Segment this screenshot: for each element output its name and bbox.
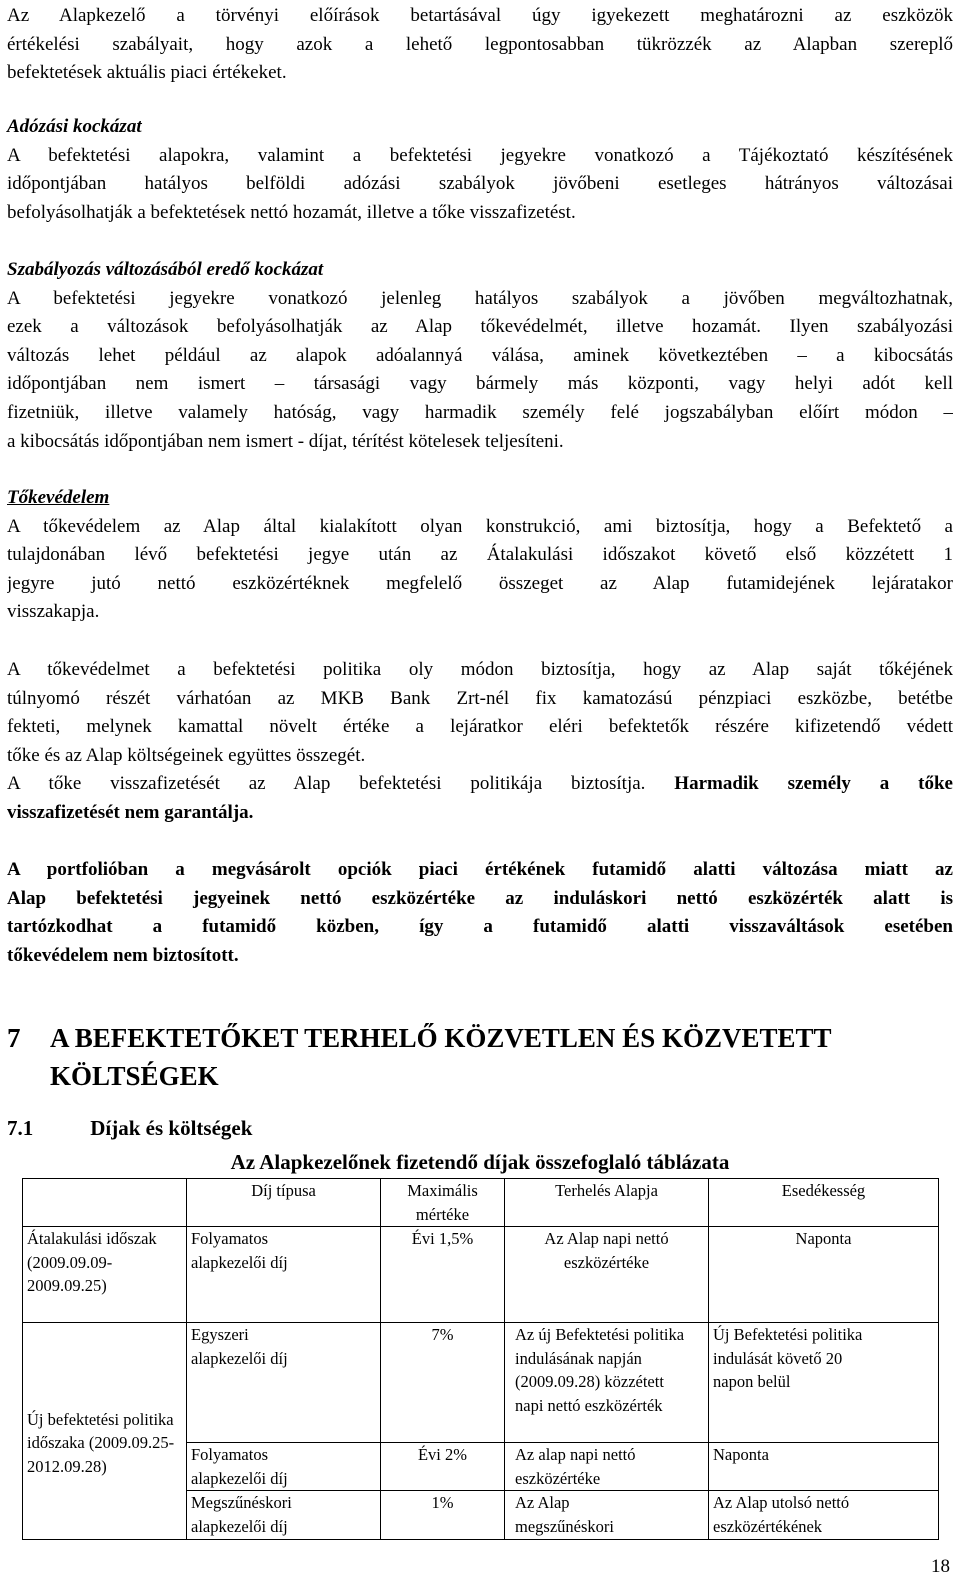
fee-due-cell: Naponta — [709, 1227, 939, 1323]
protection-method-line: tőke és az Alap költségeinek együttes összegét. — [7, 744, 366, 766]
table-header-cell: Terhelés Alapja — [505, 1179, 709, 1227]
fee-base-cell: Az Alap megszűnéskori — [505, 1491, 709, 1540]
intro-line: befektetések aktuális piaci értékeket. — [7, 62, 287, 84]
regulation-risk-section — [7, 256, 953, 456]
fee-base-cell: Az Alap napi nettó eszközértéke — [505, 1227, 709, 1323]
intro-line: Az Alapkezelő a törvényi előírások betartásával úgy igyekezett meghatározni az eszközök — [7, 5, 953, 26]
capital-protection-section — [7, 484, 953, 627]
regulation-risk-line: A befektetési jegyekre vonatkozó jelenleg hatályos szabályok a jövőben megváltozhatnak, — [7, 287, 953, 309]
table-header-cell — [23, 1179, 187, 1227]
protection-method-line: túlnyomó részét várhatóan az MKB Bank Zrt-nél fix kamatozású pénzpiaci eszközbe, betétbe — [7, 687, 953, 709]
table-header-cell: Díj típusa — [187, 1179, 381, 1227]
period-cell: Új befektetési politika időszaka (2009.09.25-2012.09.28) — [23, 1323, 187, 1540]
capital-protection-line: A tőkevédelem az Alap által kialakított olyan konstrukció, ami biztosítja, hogy a Befektető a — [7, 515, 953, 537]
chapter-heading — [7, 1019, 953, 1099]
regulation-risk-line: fizetniük, illetve valamely hatóság, vagy harmadik személy felé jogszabályban előírt módon – — [7, 401, 953, 423]
tax-risk-title: Adózási kockázat — [7, 116, 142, 137]
fee-type-cell: Megszűnéskori alapkezelői díj — [187, 1491, 381, 1540]
protection-method-line: A tőkevédelmet a befektetési politika oly módon biztosítja, hogy az Alap saját tőkéjének — [7, 659, 953, 680]
capital-protection-line: visszakapja. — [7, 601, 100, 623]
capital-protection-line: jegyre jutó nettó eszközértéknek megfelelő összeget az Alap futamidejének lejáratakor — [7, 572, 953, 594]
chapter-number: 7 — [7, 1023, 21, 1053]
capital-protection-title: Tőkevédelem — [7, 487, 110, 508]
chapter-title-line: A BEFEKTETŐKET TERHELŐ KÖZVETLEN ÉS KÖZVETETT — [50, 1023, 832, 1053]
table-caption: Az Alapkezelőnek fizetendő díjak összefoglaló táblázata — [230, 1150, 730, 1174]
guarantee-bold-text: Harmadik személy a tőke — [674, 773, 953, 795]
table-header-row — [23, 1179, 939, 1227]
fee-base-cell: Az új Befektetési politika indulásának napján (2009.09.28) közzétett napi nettó eszközérték — [505, 1323, 709, 1443]
regulation-risk-line: a kibocsátás időpontjában nem ismert - díjat, térítést kötelesek teljesíteni. — [7, 430, 564, 452]
table-row — [23, 1227, 939, 1323]
tax-risk-line: időpontjában hatályos belföldi adózási szabályok jövőbeni esetleges hátrányos változásai — [7, 173, 953, 195]
subchapter-title: Díjak és költségek — [90, 1116, 253, 1140]
page-number: 18 — [931, 1556, 950, 1577]
warning-line: Alap befektetési jegyeinek nettó eszközértéke az induláskori nettó eszközérték alatt is — [7, 887, 953, 909]
guarantee-line — [7, 770, 953, 799]
protection-method-paragraph — [7, 656, 953, 828]
period-cell: Átalakulási időszak (2009.09.09-2009.09.25) — [23, 1227, 187, 1323]
warning-line: tartózkodhat a futamidő közben, így a futamidő alatti visszaváltások esetében — [7, 916, 953, 938]
fee-due-cell: Új Befektetési politika indulását követő 20 napon belül — [709, 1323, 939, 1443]
fee-type-cell: Folyamatos alapkezelői díj — [187, 1443, 381, 1491]
intro-paragraph — [7, 2, 953, 88]
tax-risk-line: A befektetési alapokra, valamint a befektetési jegyekre vonatkozó a Tájékoztató készítésének — [7, 144, 953, 166]
fee-max-cell: 7% — [381, 1323, 505, 1443]
fee-due-cell: Az Alap utolsó nettó eszközértékének — [709, 1491, 939, 1540]
regulation-risk-line: időpontjában nem ismert – társasági vagy bármely más központi, vagy helyi adót kell — [7, 373, 953, 395]
chapter-title-line: KÖLTSÉGEK — [50, 1061, 219, 1091]
fee-due-cell: Naponta — [709, 1443, 939, 1491]
fees-table — [22, 1178, 939, 1540]
tax-risk-line: befolyásolhatják a befektetések nettó hozamát, illetve a tőke visszafizetést. — [7, 201, 576, 223]
table-header-cell: Esedékesség — [709, 1179, 939, 1227]
fee-base-cell: Az alap napi nettó eszközértéke — [505, 1443, 709, 1491]
regulation-risk-line: változás lehet például az alapok adóalannyá válása, aminek következtében – a kibocsátás — [7, 344, 953, 366]
table-header-cell: Maximális mértéke — [381, 1179, 505, 1227]
warning-line: tőkevédelem nem biztosított. — [7, 944, 239, 966]
protection-method-line: fekteti, melynek kamattal növelt értéke a lejáratkor eléri befektetők részére kifizetendő védett — [7, 716, 953, 738]
subchapter-heading — [7, 1116, 252, 1141]
subchapter-number: 7.1 — [7, 1116, 34, 1140]
fee-max-cell: Évi 1,5% — [381, 1227, 505, 1323]
warning-line: A portfolióban a megvásárolt opciók piaci értékének futamidő alatti változása miatt az — [7, 859, 953, 880]
chapter-title — [50, 1019, 950, 1095]
table-row — [23, 1323, 939, 1443]
warning-paragraph — [7, 856, 953, 970]
regulation-risk-title: Szabályozás változásából eredő kockázat — [7, 259, 324, 280]
guarantee-line: visszafizetését nem garantálja. — [7, 801, 254, 823]
intro-line: értékelési szabályait, hogy azok a lehető legpontosabban tükrözzék az Alapban szereplő — [7, 33, 953, 55]
regulation-risk-line: ezek a változások befolyásolhatják az Alap tőkevédelmét, illetve hozamát. Ilyen szabályozási — [7, 316, 953, 338]
tax-risk-section — [7, 113, 953, 227]
fee-max-cell: Évi 2% — [381, 1443, 505, 1491]
fee-type-cell: Egyszeri alapkezelői díj — [187, 1323, 381, 1443]
fee-type-cell: Folyamatos alapkezelői díj — [187, 1227, 381, 1323]
guarantee-text: A tőke visszafizetését az Alap befektetési politikája biztosítja. — [7, 773, 646, 795]
fee-max-cell: 1% — [381, 1491, 505, 1540]
capital-protection-line: tulajdonában lévő befektetési jegye után az Átalakulási időszakot követő első közzétett 1 — [7, 544, 953, 566]
